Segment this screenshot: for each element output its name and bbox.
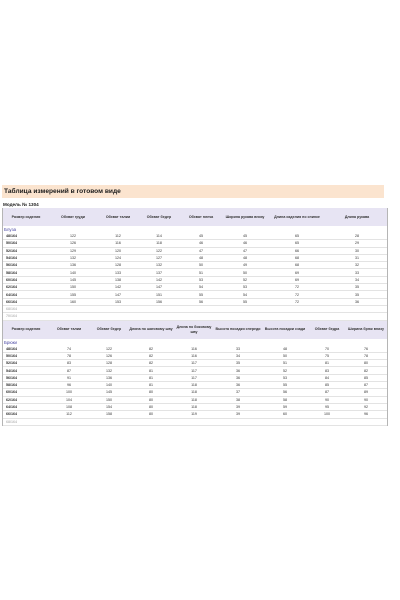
value-cell: 129: [49, 247, 97, 254]
value-cell: [261, 418, 309, 425]
value-cell: 140: [89, 382, 129, 389]
size-cell: 68/164: [3, 418, 49, 425]
header-sleeve-width: Ширина рукава внизу: [223, 208, 267, 226]
value-cell: 83: [309, 367, 345, 374]
value-cell: 46: [223, 240, 267, 247]
value-cell: 84: [309, 374, 345, 381]
header-side-seam: Длина по боковому шву: [173, 321, 215, 339]
header-waist: Обхват талии: [49, 321, 89, 339]
header-thigh: Обхват бедра: [309, 321, 345, 339]
value-cell: 53: [179, 276, 223, 283]
value-cell: 138: [97, 276, 139, 283]
value-cell: 124: [97, 254, 139, 261]
value-cell: 50: [261, 352, 309, 359]
value-cell: 31: [327, 254, 387, 261]
value-cell: 112: [97, 233, 139, 240]
size-cell: 58/164: [3, 382, 49, 389]
value-cell: 81: [129, 374, 173, 381]
value-cell: 80: [129, 396, 173, 403]
value-cell: 33: [327, 269, 387, 276]
size-cell: 54/164: [3, 254, 49, 261]
value-cell: 142: [97, 284, 139, 291]
value-cell: 51: [261, 360, 309, 367]
header-front-rise: Высота посадки спереди: [215, 321, 261, 339]
header-inseam: Длина по шаговому шву: [129, 321, 173, 339]
value-cell: 47: [179, 247, 223, 254]
value-cell: 118: [173, 389, 215, 396]
value-cell: 39: [215, 403, 261, 410]
value-cell: 81: [129, 367, 173, 374]
value-cell: 45: [179, 233, 223, 240]
value-cell: 49: [223, 262, 267, 269]
header-shoulder: Обхват плеча: [179, 208, 223, 226]
value-cell: [223, 313, 267, 320]
value-cell: 112: [49, 411, 89, 418]
value-cell: 66: [267, 247, 327, 254]
table-row: [3, 262, 387, 269]
value-cell: [327, 313, 387, 320]
value-cell: [223, 305, 267, 312]
blouse-section-row: [3, 226, 387, 233]
value-cell: 35: [215, 360, 261, 367]
size-cell: 66/164: [3, 298, 49, 305]
table-row: [3, 305, 387, 312]
size-cell: 62/164: [3, 396, 49, 403]
value-cell: 65: [267, 233, 327, 240]
value-cell: [97, 313, 139, 320]
table-row: [3, 367, 387, 374]
title-bar: [2, 185, 384, 198]
value-cell: 132: [139, 262, 179, 269]
value-cell: 55: [179, 291, 223, 298]
value-cell: 132: [49, 254, 97, 261]
table-row: [3, 298, 387, 305]
size-cell: 56/164: [3, 374, 49, 381]
size-cell: 48/164: [3, 233, 49, 240]
size-cell: 50/164: [3, 240, 49, 247]
value-cell: 118: [139, 240, 179, 247]
size-cell: 58/164: [3, 269, 49, 276]
header-hips: Обхват бедер: [89, 321, 129, 339]
value-cell: 60: [261, 411, 309, 418]
size-cell: 56/164: [3, 262, 49, 269]
table-row: [3, 254, 387, 261]
value-cell: 72: [267, 291, 327, 298]
value-cell: 82: [129, 352, 173, 359]
value-cell: 96: [49, 382, 89, 389]
value-cell: 128: [97, 262, 139, 269]
value-cell: 82: [129, 360, 173, 367]
value-cell: 104: [49, 396, 89, 403]
value-cell: 126: [89, 352, 129, 359]
value-cell: 55: [223, 298, 267, 305]
value-cell: [129, 418, 173, 425]
value-cell: [89, 418, 129, 425]
value-cell: 72: [267, 284, 327, 291]
value-cell: 29: [327, 240, 387, 247]
table-row: [3, 284, 387, 291]
size-cell: 62/164: [3, 284, 49, 291]
value-cell: 150: [89, 396, 129, 403]
value-cell: 36: [327, 298, 387, 305]
value-cell: 48: [261, 346, 309, 353]
value-cell: 158: [89, 411, 129, 418]
value-cell: 117: [173, 360, 215, 367]
value-cell: 100: [49, 389, 89, 396]
value-cell: [49, 313, 97, 320]
header-hips: Обхват бедер: [139, 208, 179, 226]
value-cell: [267, 305, 327, 312]
value-cell: 46: [179, 240, 223, 247]
header-chest: Обхват груди: [49, 208, 97, 226]
value-cell: 78: [49, 352, 89, 359]
size-cell: 60/164: [3, 389, 49, 396]
value-cell: [97, 305, 139, 312]
table-row: [3, 269, 387, 276]
value-cell: 53: [223, 284, 267, 291]
value-cell: 136: [89, 374, 129, 381]
value-cell: 30: [327, 247, 387, 254]
value-cell: 118: [173, 403, 215, 410]
blouse-header-row: [3, 208, 387, 226]
table-row: [3, 240, 387, 247]
size-cell: 54/164: [3, 367, 49, 374]
size-cell: 50/164: [3, 352, 49, 359]
table-row: [3, 291, 387, 298]
header-back-length: Длина изделия по спинке: [267, 208, 327, 226]
table-row: [3, 233, 387, 240]
value-cell: 150: [49, 284, 97, 291]
value-cell: 132: [89, 367, 129, 374]
value-cell: 36: [215, 374, 261, 381]
value-cell: 50: [223, 269, 267, 276]
value-cell: 70: [309, 346, 345, 353]
size-cell: 66/164: [3, 411, 49, 418]
measurement-sheet: [2, 208, 388, 426]
value-cell: 87: [345, 382, 387, 389]
header-waist: Обхват талии: [97, 208, 139, 226]
value-cell: 145: [89, 389, 129, 396]
table-row: [3, 346, 387, 353]
value-cell: 87: [309, 389, 345, 396]
table-row: [3, 374, 387, 381]
size-cell: 68/164: [3, 305, 49, 312]
value-cell: 72: [267, 298, 327, 305]
value-cell: 59: [261, 403, 309, 410]
value-cell: 48: [179, 254, 223, 261]
value-cell: 58: [261, 396, 309, 403]
value-cell: 38: [215, 396, 261, 403]
value-cell: 80: [129, 389, 173, 396]
value-cell: [179, 313, 223, 320]
value-cell: [173, 418, 215, 425]
header-sleeve-length: Длина рукава: [327, 208, 387, 226]
value-cell: 156: [139, 298, 179, 305]
table-row: [3, 313, 387, 320]
value-cell: [345, 418, 387, 425]
value-cell: 48: [223, 254, 267, 261]
value-cell: 116: [173, 346, 215, 353]
value-cell: 89: [345, 389, 387, 396]
value-cell: 155: [49, 291, 97, 298]
value-cell: 80: [129, 411, 173, 418]
value-cell: 145: [49, 276, 97, 283]
table-row: [3, 403, 387, 410]
table-row: [3, 411, 387, 418]
value-cell: 82: [345, 367, 387, 374]
size-cell: 52/164: [3, 360, 49, 367]
value-cell: 137: [139, 269, 179, 276]
table-row: [3, 360, 387, 367]
header-back-rise: Высота посадки сзади: [261, 321, 309, 339]
value-cell: 95: [309, 403, 345, 410]
value-cell: 126: [49, 240, 97, 247]
blouse-table: [3, 208, 387, 321]
value-cell: 122: [139, 247, 179, 254]
size-cell: 64/164: [3, 291, 49, 298]
value-cell: 100: [309, 411, 345, 418]
value-cell: 118: [173, 382, 215, 389]
value-cell: 35: [327, 291, 387, 298]
value-cell: 153: [97, 298, 139, 305]
value-cell: 128: [89, 360, 129, 367]
value-cell: 87: [49, 367, 89, 374]
value-cell: 34: [327, 276, 387, 283]
value-cell: 53: [261, 374, 309, 381]
value-cell: 92: [345, 403, 387, 410]
size-chart-document: [0, 185, 400, 426]
value-cell: 50: [179, 262, 223, 269]
value-cell: 114: [139, 233, 179, 240]
size-cell: 52/164: [3, 247, 49, 254]
value-cell: [179, 305, 223, 312]
value-cell: 81: [129, 382, 173, 389]
value-cell: [215, 418, 261, 425]
value-cell: 56: [179, 298, 223, 305]
value-cell: 36: [215, 382, 261, 389]
value-cell: 147: [139, 284, 179, 291]
value-cell: 28: [327, 233, 387, 240]
value-cell: 45: [223, 233, 267, 240]
document-title: Таблица измерений в готовом виде: [4, 188, 121, 195]
size-cell: 70/164: [3, 313, 49, 320]
value-cell: 120: [97, 247, 139, 254]
table-row: [3, 396, 387, 403]
value-cell: 127: [139, 254, 179, 261]
value-cell: 34: [215, 352, 261, 359]
value-cell: 65: [267, 240, 327, 247]
value-cell: 76: [345, 346, 387, 353]
table-row: [3, 247, 387, 254]
value-cell: 78: [345, 352, 387, 359]
value-cell: 91: [49, 374, 89, 381]
value-cell: 118: [173, 396, 215, 403]
value-cell: [267, 313, 327, 320]
table-row: [3, 389, 387, 396]
value-cell: 116: [173, 352, 215, 359]
value-cell: 136: [49, 262, 97, 269]
table-row: [3, 352, 387, 359]
value-cell: 69: [267, 276, 327, 283]
value-cell: [49, 305, 97, 312]
value-cell: 96: [345, 411, 387, 418]
value-cell: 47: [223, 247, 267, 254]
value-cell: 52: [223, 276, 267, 283]
value-cell: 108: [49, 403, 89, 410]
value-cell: 80: [345, 360, 387, 367]
section-label-blouse: Блуза: [4, 227, 17, 232]
value-cell: 160: [49, 298, 97, 305]
value-cell: [327, 305, 387, 312]
size-cell: 64/164: [3, 403, 49, 410]
value-cell: 85: [345, 374, 387, 381]
value-cell: 122: [89, 346, 129, 353]
size-cell: 48/164: [3, 346, 49, 353]
value-cell: 54: [179, 284, 223, 291]
value-cell: 55: [261, 382, 309, 389]
value-cell: 116: [97, 240, 139, 247]
value-cell: [139, 305, 179, 312]
value-cell: 133: [97, 269, 139, 276]
value-cell: 122: [49, 233, 97, 240]
value-cell: 33: [215, 346, 261, 353]
value-cell: 119: [173, 411, 215, 418]
value-cell: 90: [309, 396, 345, 403]
value-cell: 81: [309, 360, 345, 367]
table-row: [3, 418, 387, 425]
value-cell: [309, 418, 345, 425]
value-cell: 37: [215, 389, 261, 396]
value-cell: 36: [215, 367, 261, 374]
value-cell: 83: [49, 360, 89, 367]
value-cell: [49, 418, 89, 425]
value-cell: 39: [215, 411, 261, 418]
value-cell: [139, 313, 179, 320]
value-cell: 151: [139, 291, 179, 298]
value-cell: 69: [267, 269, 327, 276]
value-cell: 32: [327, 262, 387, 269]
table-row: [3, 382, 387, 389]
value-cell: 68: [267, 254, 327, 261]
value-cell: 140: [49, 269, 97, 276]
value-cell: 154: [89, 403, 129, 410]
value-cell: 142: [139, 276, 179, 283]
value-cell: 75: [309, 352, 345, 359]
header-hem-width: Ширина брюк внизу: [345, 321, 387, 339]
header-size: Размер изделия: [3, 321, 49, 339]
value-cell: 90: [345, 396, 387, 403]
value-cell: 85: [309, 382, 345, 389]
value-cell: 56: [261, 389, 309, 396]
value-cell: 35: [327, 284, 387, 291]
value-cell: 51: [179, 269, 223, 276]
value-cell: 68: [267, 262, 327, 269]
value-cell: 52: [261, 367, 309, 374]
size-cell: 60/164: [3, 276, 49, 283]
value-cell: 74: [49, 346, 89, 353]
trousers-section-row: [3, 339, 387, 346]
value-cell: 82: [129, 346, 173, 353]
value-cell: 147: [97, 291, 139, 298]
trousers-table: [3, 321, 387, 426]
value-cell: 117: [173, 374, 215, 381]
value-cell: 117: [173, 367, 215, 374]
section-label-trousers: Брюки: [4, 339, 17, 345]
table-row: [3, 276, 387, 283]
header-size: Размер изделия: [3, 208, 49, 226]
value-cell: 54: [223, 291, 267, 298]
model-number: Модель № 1304: [3, 202, 39, 207]
value-cell: 80: [129, 403, 173, 410]
trousers-header-row: [3, 321, 387, 339]
